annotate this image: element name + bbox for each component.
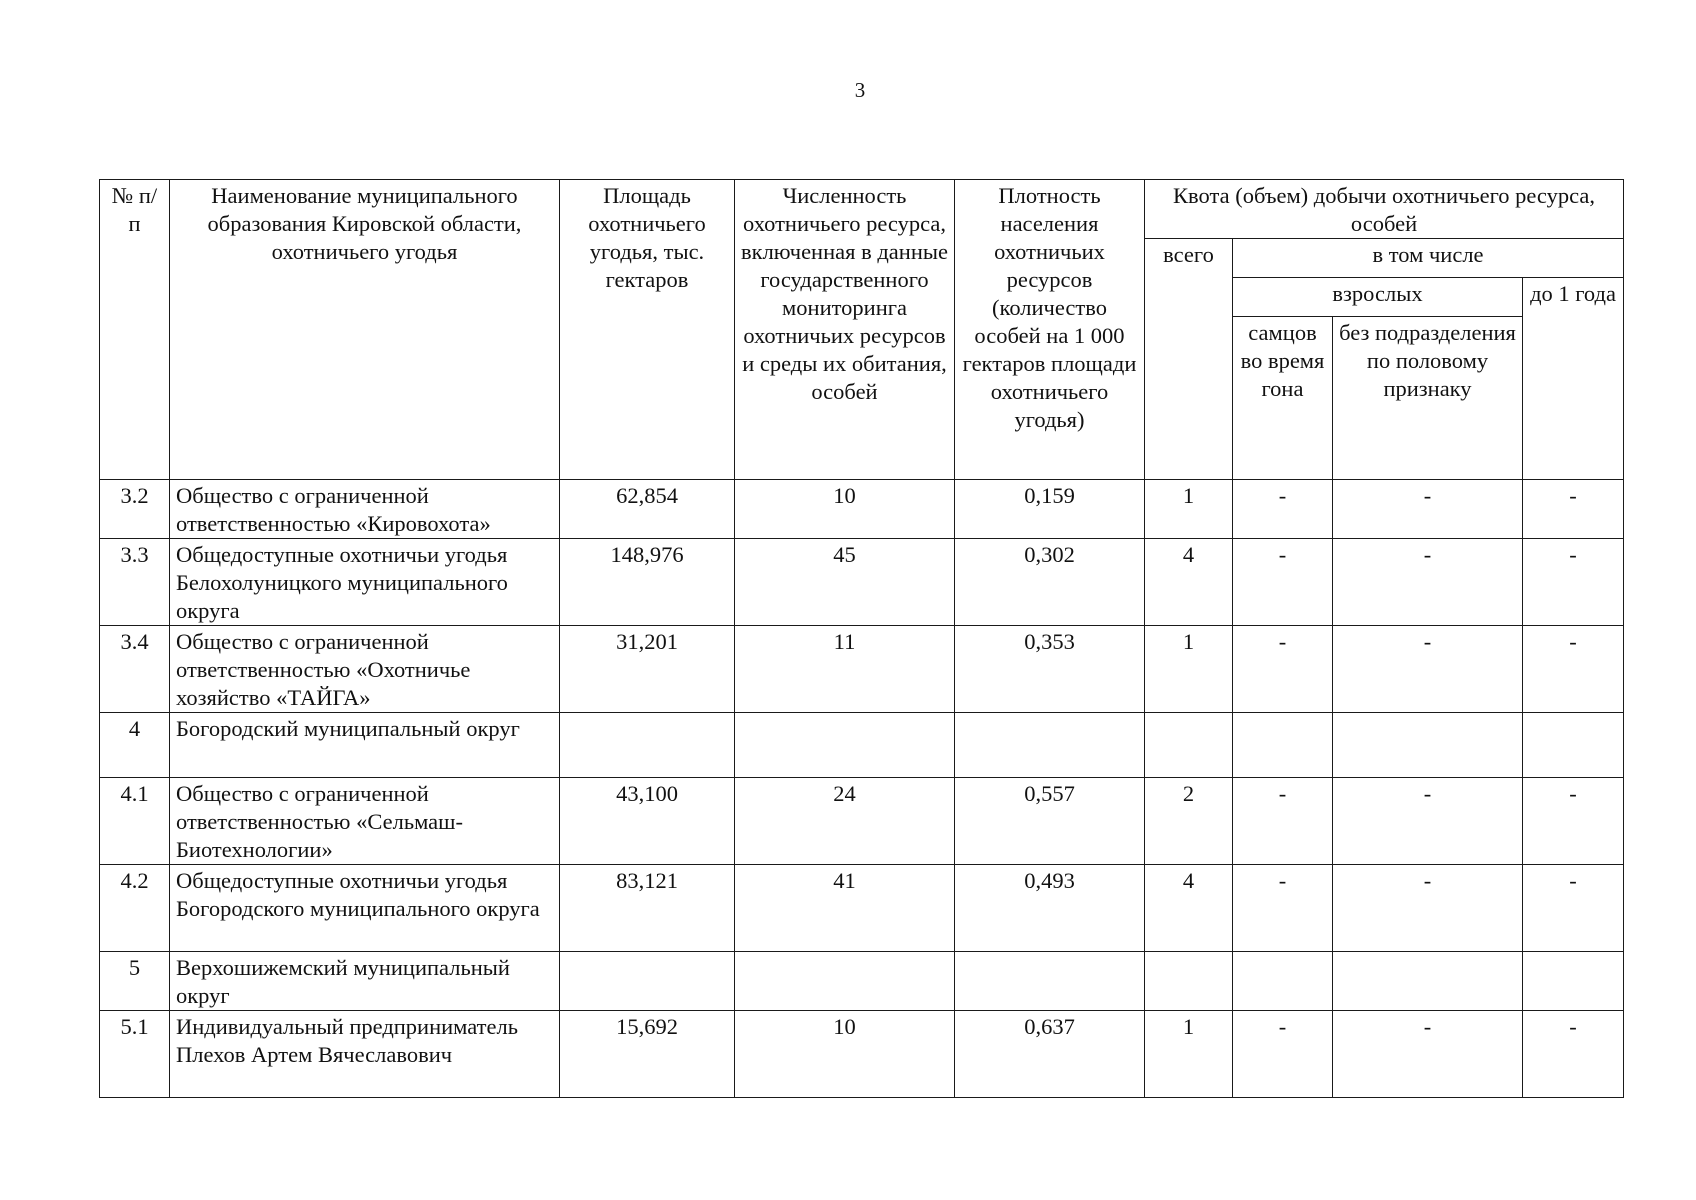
header-including: в том числе: [1233, 239, 1624, 278]
header-adults: взрослых: [1233, 278, 1523, 317]
cell-density: 0,302: [955, 539, 1145, 626]
cell-total: [1145, 713, 1233, 778]
table-row: [100, 1011, 1624, 1098]
cell-young: -: [1523, 778, 1624, 865]
cell-num: 4.2: [100, 865, 170, 952]
cell-density: 0,353: [955, 626, 1145, 713]
cell-count: 24: [735, 778, 955, 865]
table-row: [100, 865, 1624, 952]
cell-count: 41: [735, 865, 955, 952]
cell-total: [1145, 952, 1233, 1011]
cell-nosex: [1333, 952, 1523, 1011]
cell-density: 0,637: [955, 1011, 1145, 1098]
cell-young: [1523, 952, 1624, 1011]
cell-total: 1: [1145, 480, 1233, 539]
header-males-rut: самцов во время гона: [1233, 317, 1333, 480]
cell-area: 148,976: [560, 539, 735, 626]
cell-density: [955, 713, 1145, 778]
header-num: № п/п: [100, 180, 170, 480]
cell-area: [560, 952, 735, 1011]
cell-young: -: [1523, 539, 1624, 626]
cell-nosex: -: [1333, 539, 1523, 626]
cell-area: 83,121: [560, 865, 735, 952]
cell-young: -: [1523, 626, 1624, 713]
cell-name: Богородский муниципальный округ: [170, 713, 560, 778]
table-row-section: [100, 713, 1624, 778]
header-quota: Квота (объем) добычи охотничьего ресурса, особей: [1145, 180, 1624, 239]
cell-density: [955, 952, 1145, 1011]
header-name: Наименование муниципального образования Кировской области, охотничьего угодья: [170, 180, 560, 480]
header-no-sex: без подразделения по половому признаку: [1333, 317, 1523, 480]
cell-count: 11: [735, 626, 955, 713]
cell-nosex: -: [1333, 1011, 1523, 1098]
table-body: [100, 480, 1624, 1098]
table-row-section: [100, 952, 1624, 1011]
cell-count: 10: [735, 480, 955, 539]
table-row: [100, 539, 1624, 626]
cell-nosex: [1333, 713, 1523, 778]
cell-num: 5: [100, 952, 170, 1011]
cell-young: [1523, 713, 1624, 778]
cell-males: -: [1233, 626, 1333, 713]
cell-males: -: [1233, 480, 1333, 539]
cell-nosex: -: [1333, 480, 1523, 539]
cell-area: 15,692: [560, 1011, 735, 1098]
cell-young: -: [1523, 865, 1624, 952]
header-total: всего: [1145, 239, 1233, 480]
cell-name: Верхошижемский муниципальный округ: [170, 952, 560, 1011]
header-density: Плотность населения охотничьих ресурсов (количество особей на 1 000 гектаров площади охотничьего угодья): [955, 180, 1145, 480]
cell-nosex: -: [1333, 626, 1523, 713]
header-under-one: до 1 года: [1523, 278, 1624, 480]
cell-males: -: [1233, 778, 1333, 865]
cell-name: Общество с ограниченной ответственностью «Сельмаш-Биотехнологии»: [170, 778, 560, 865]
cell-total: 2: [1145, 778, 1233, 865]
table-row: [100, 480, 1624, 539]
cell-nosex: -: [1333, 778, 1523, 865]
cell-name: Общество с ограниченной ответственностью «Охотничье хозяйство «ТАЙГА»: [170, 626, 560, 713]
cell-num: 5.1: [100, 1011, 170, 1098]
cell-name: Общедоступные охотничьи угодья Белохолуницкого муниципального округа: [170, 539, 560, 626]
hunting-quota-table: [99, 179, 1624, 1098]
table-row: [100, 626, 1624, 713]
cell-males: [1233, 713, 1333, 778]
cell-density: 0,493: [955, 865, 1145, 952]
cell-num: 4.1: [100, 778, 170, 865]
table-row: [100, 778, 1624, 865]
cell-area: [560, 713, 735, 778]
cell-name: Общество с ограниченной ответственностью «Кировохота»: [170, 480, 560, 539]
header-count: Численность охотничьего ресурса, включенная в данные государственного мониторинга охотничьих ресурсов и среды их обитания, особей: [735, 180, 955, 480]
cell-density: 0,159: [955, 480, 1145, 539]
cell-name: Общедоступные охотничьи угодья Богородского муниципального округа: [170, 865, 560, 952]
cell-total: 4: [1145, 539, 1233, 626]
cell-count: 45: [735, 539, 955, 626]
cell-num: 4: [100, 713, 170, 778]
cell-count: [735, 952, 955, 1011]
header-area: Площадь охотничьего угодья, тыс. гектаров: [560, 180, 735, 480]
cell-total: 1: [1145, 626, 1233, 713]
cell-num: 3.3: [100, 539, 170, 626]
cell-count: 10: [735, 1011, 955, 1098]
cell-num: 3.4: [100, 626, 170, 713]
cell-num: 3.2: [100, 480, 170, 539]
cell-males: [1233, 952, 1333, 1011]
cell-count: [735, 713, 955, 778]
cell-males: -: [1233, 865, 1333, 952]
cell-males: -: [1233, 539, 1333, 626]
cell-males: -: [1233, 1011, 1333, 1098]
cell-young: -: [1523, 1011, 1624, 1098]
cell-total: 4: [1145, 865, 1233, 952]
cell-area: 43,100: [560, 778, 735, 865]
page-number: 3: [854, 78, 866, 102]
cell-name: Индивидуальный предприниматель Плехов Артем Вячеславович: [170, 1011, 560, 1098]
cell-total: 1: [1145, 1011, 1233, 1098]
cell-area: 62,854: [560, 480, 735, 539]
cell-nosex: -: [1333, 865, 1523, 952]
cell-area: 31,201: [560, 626, 735, 713]
cell-density: 0,557: [955, 778, 1145, 865]
cell-young: -: [1523, 480, 1624, 539]
